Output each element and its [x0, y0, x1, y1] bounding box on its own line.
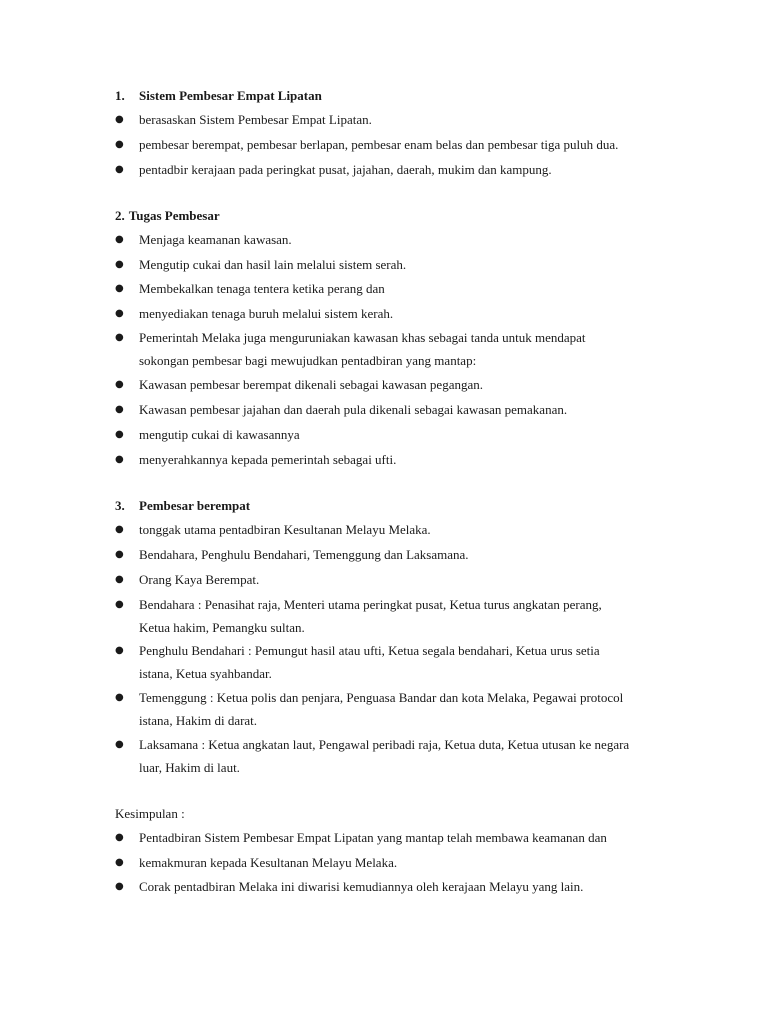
section-title: Pembesar berempat	[139, 498, 251, 513]
bullet-icon: ●	[115, 599, 124, 610]
bullet-icon: ●	[115, 524, 124, 535]
bullet-icon: ●	[115, 454, 124, 465]
bullet-icon: ●	[115, 259, 124, 270]
conclusion-heading	[115, 806, 185, 822]
list-item-text: pembesar berempat, pembesar berlapan, pembesar enam belas dan pembesar tiga puluh dua.	[139, 137, 619, 152]
list-item-text: Membekalkan tenaga tentera ketika perang dan	[139, 281, 385, 296]
bullet-icon: ●	[115, 739, 124, 750]
bullet-icon: ●	[115, 857, 124, 868]
list-item-text: tonggak utama pentadbiran Kesultanan Melayu Melaka.	[139, 522, 431, 537]
list-item-text-continued: istana, Hakim di darat.	[139, 713, 258, 728]
section-number: 2.	[115, 208, 125, 223]
section-title: Sistem Pembesar Empat Lipatan	[139, 88, 322, 103]
bullet-icon: ●	[115, 645, 124, 656]
list-item-text: Orang Kaya Berempat.	[139, 572, 260, 587]
section-heading-2	[115, 208, 220, 224]
list-item-text: mengutip cukai di kawasannya	[139, 427, 300, 442]
list-item-text: Mengutip cukai dan hasil lain melalui sistem serah.	[139, 257, 407, 272]
list-item-text-continued: istana, Ketua syahbandar.	[139, 666, 272, 681]
list-item-text: Laksamana : Ketua angkatan laut, Pengawal peribadi raja, Ketua duta, Ketua utusan ke negara	[139, 737, 630, 752]
list-item-text: Bendahara : Penasihat raja, Menteri utama peringkat pusat, Ketua turus angkatan perang,	[139, 597, 602, 612]
bullet-icon: ●	[115, 164, 124, 175]
bullet-icon: ●	[115, 308, 124, 319]
list-item-text: pentadbir kerajaan pada peringkat pusat, jajahan, daerah, mukim dan kampung.	[139, 162, 552, 177]
bullet-icon: ●	[115, 114, 124, 125]
section-number: 1.	[115, 88, 125, 103]
list-item-text: Temenggung : Ketua polis dan penjara, Penguasa Bandar dan kota Melaka, Pegawai protocol	[139, 690, 624, 705]
bullet-icon: ●	[115, 234, 124, 245]
bullet-icon: ●	[115, 881, 124, 892]
list-item-text: berasaskan Sistem Pembesar Empat Lipatan.	[139, 112, 372, 127]
bullet-icon: ●	[115, 332, 124, 343]
list-item-text: Kawasan pembesar berempat dikenali sebagai kawasan pegangan.	[139, 377, 483, 392]
section-heading-1	[115, 88, 322, 104]
bullet-icon: ●	[115, 574, 124, 585]
bullet-icon: ●	[115, 549, 124, 560]
bullet-icon: ●	[115, 379, 124, 390]
list-item-text: Bendahara, Penghulu Bendahari, Temenggung dan Laksamana.	[139, 547, 469, 562]
bullet-icon: ●	[115, 429, 124, 440]
list-item-text: Pentadbiran Sistem Pembesar Empat Lipatan yang mantap telah membawa keamanan dan	[139, 830, 607, 845]
bullet-icon: ●	[115, 692, 124, 703]
section-number: 3.	[115, 498, 125, 513]
bullet-icon: ●	[115, 139, 124, 150]
list-item-text: Menjaga keamanan kawasan.	[139, 232, 292, 247]
bullet-icon: ●	[115, 832, 124, 843]
section-title: Kesimpulan :	[115, 806, 185, 821]
section-title: Tugas Pembesar	[128, 208, 220, 223]
bullet-icon: ●	[115, 283, 124, 294]
list-item-text-continued: Ketua hakim, Pemangku sultan.	[139, 620, 305, 635]
section-heading-3	[115, 498, 250, 514]
list-item-text-continued: sokongan pembesar bagi mewujudkan pentadbiran yang mantap:	[139, 353, 477, 368]
list-item-text: Penghulu Bendahari : Pemungut hasil atau ufti, Ketua segala bendahari, Ketua urus setia	[139, 643, 600, 658]
list-item-text: kemakmuran kepada Kesultanan Melayu Melaka.	[139, 855, 398, 870]
list-item-text: Kawasan pembesar jajahan dan daerah pula dikenali sebagai kawasan pemakanan.	[139, 402, 568, 417]
list-item-text: menyediakan tenaga buruh melalui sistem kerah.	[139, 306, 394, 321]
bullet-icon: ●	[115, 404, 124, 415]
list-item-text: Pemerintah Melaka juga menguruniakan kawasan khas sebagai tanda untuk mendapat	[139, 330, 586, 345]
list-item-text-continued: luar, Hakim di laut.	[139, 760, 240, 775]
list-item-text: menyerahkannya kepada pemerintah sebagai ufti.	[139, 452, 397, 467]
list-item-text: Corak pentadbiran Melaka ini diwarisi kemudiannya oleh kerajaan Melayu yang lain.	[139, 879, 584, 894]
